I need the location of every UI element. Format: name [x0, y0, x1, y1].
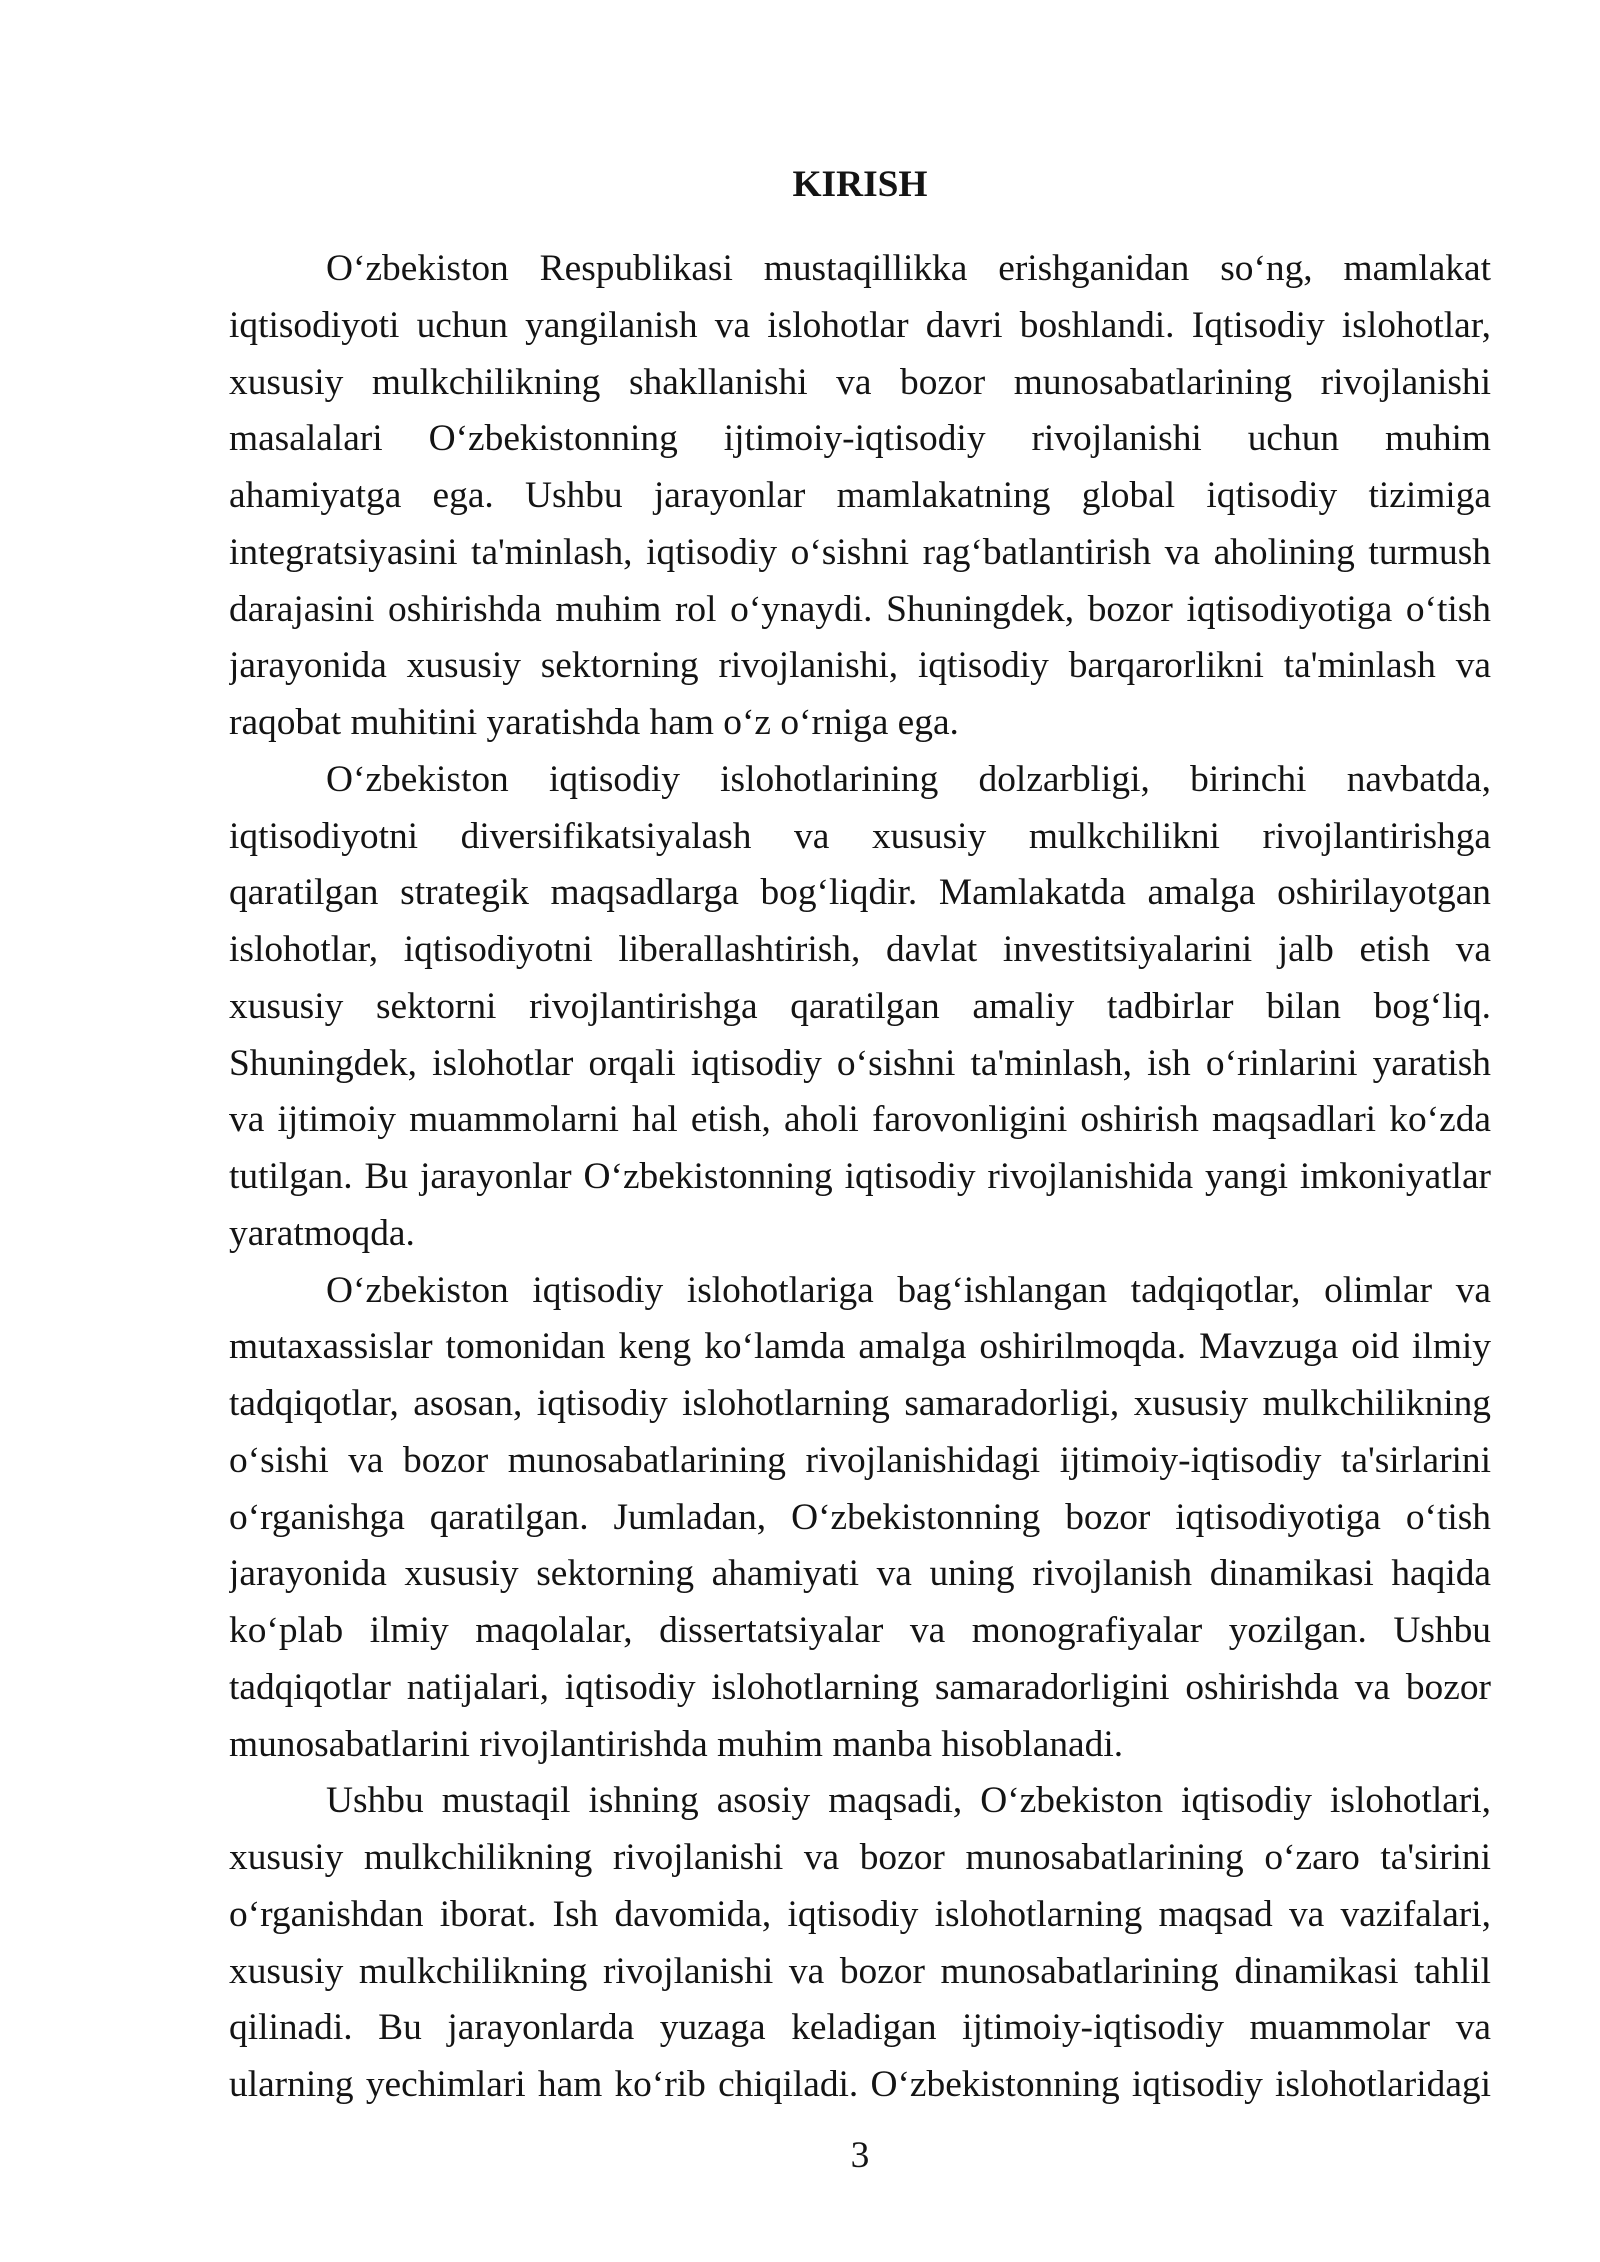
text-line: xususiy mulkchilikning shakllanishi va bozor munosabatlarining rivojlanishi — [229, 361, 1491, 403]
paragraph-2 — [229, 752, 1491, 1263]
text-line: ahamiyatga ega. Ushbu jarayonlar mamlakatning global iqtisodiy tizimiga — [229, 475, 1491, 516]
text-line: va ijtimoiy muammolarni hal etish, aholi farovonligini oshirish maqsadlari ko‘zda — [229, 1099, 1491, 1141]
text-line: xususiy sektorni rivojlantirishga qaratilgan amaliy tadbirlar bilan bog‘liq. — [229, 985, 1491, 1027]
text-line: jarayonida xususiy sektorning rivojlanishi, iqtisodiy barqarorlikni ta'minlash va — [229, 645, 1491, 687]
text-line: O‘zbekiston Respublikasi mustaqillikka erishganidan so‘ng, mamlakat — [326, 248, 1491, 289]
text-line: masalalari O‘zbekistonning ijtimoiy-iqtisodiy rivojlanishi uchun muhim — [229, 418, 1491, 460]
page-title: KIRISH — [792, 164, 928, 205]
text-line: xususiy mulkchilikning rivojlanishi va bozor munosabatlarining dinamikasi tahlil — [229, 1950, 1491, 1992]
text-line: tadqiqotlar natijalari, iqtisodiy islohotlarning samaradorligini oshirishda va bozor — [229, 1666, 1491, 1708]
text-line: iqtisodiyoti uchun yangilanish va islohotlar davri boshlandi. Iqtisodiy islohotlar, — [229, 304, 1491, 346]
text-line: iqtisodiyotni diversifikatsiyalash va xususiy mulkchilikni rivojlantirishga — [229, 815, 1491, 857]
text-line: jarayonida xususiy sektorning ahamiyati va uning rivojlanish dinamikasi haqida — [229, 1553, 1491, 1595]
text-line: mutaxassislar tomonidan keng ko‘lamda amalga oshirilmoqda. Mavzuga oid ilmiy — [229, 1326, 1491, 1368]
text-line: raqobat muhitini yaratishda ham o‘z o‘rniga ega. — [229, 702, 959, 743]
text-line: Ushbu mustaqil ishning asosiy maqsadi, O‘zbekiston iqtisodiy islohotlari, — [326, 1780, 1491, 1822]
text-line: qaratilgan strategik maqsadlarga bog‘liqdir. Mamlakatda amalga oshirilayotgan — [229, 872, 1491, 914]
text-line: qilinadi. Bu jarayonlarda yuzaga keladigan ijtimoiy-iqtisodiy muammolar va — [229, 2007, 1491, 2049]
text-line: ularning yechimlari ham ko‘rib chiqiladi. O‘zbekistonning iqtisodiy islohotlaridagi — [229, 2064, 1491, 2105]
paragraph-4 — [229, 1773, 1491, 2114]
page-number: 3 — [850, 2135, 870, 2176]
text-line: darajasini oshirishda muhim rol o‘ynaydi. Shuningdek, bozor iqtisodiyotiga o‘tish — [229, 588, 1491, 630]
text-line: O‘zbekiston iqtisodiy islohotlarining dolzarbligi, birinchi navbatda, — [326, 758, 1491, 800]
paragraph-1 — [229, 241, 1491, 752]
text-line: o‘rganishdan iborat. Ish davomida, iqtisodiy islohotlarning maqsad va vazifalari, — [229, 1893, 1491, 1935]
text-line: o‘sishi va bozor munosabatlarining rivojlanishidagi ijtimoiy-iqtisodiy ta'sirlarini — [229, 1439, 1491, 1481]
text-line: O‘zbekiston iqtisodiy islohotlariga bag‘ishlangan tadqiqotlar, olimlar va — [326, 1269, 1491, 1311]
text-line: ko‘plab ilmiy maqolalar, dissertatsiyalar va monografiyalar yozilgan. Ushbu — [229, 1610, 1491, 1651]
text-line: munosabatlarini rivojlantirishda muhim manba hisoblanadi. — [229, 1723, 1124, 1765]
document-body — [229, 241, 1491, 2114]
text-line: tadqiqotlar, asosan, iqtisodiy islohotlarning samaradorligi, xususiy mulkchilikning — [229, 1383, 1491, 1424]
text-line: Shuningdek, islohotlar orqali iqtisodiy o‘sishni ta'minlash, ish o‘rinlarini yaratish — [229, 1042, 1491, 1084]
text-line: islohotlar, iqtisodiyotni liberallashtirish, davlat investitsiyalarini jalb etish va — [229, 929, 1491, 970]
paragraph-3 — [229, 1263, 1491, 1774]
text-line: xususiy mulkchilikning rivojlanishi va bozor munosabatlarining o‘zaro ta'sirini — [229, 1837, 1491, 1878]
text-line: tutilgan. Bu jarayonlar O‘zbekistonning iqtisodiy rivojlanishida yangi imkoniyatlar — [229, 1156, 1491, 1197]
text-line: integratsiyasini ta'minlash, iqtisodiy o‘sishni rag‘batlantirish va aholining turmush — [229, 531, 1491, 573]
text-line: yaratmoqda. — [229, 1212, 415, 1254]
text-line: o‘rganishga qaratilgan. Jumladan, O‘zbekistonning bozor iqtisodiyotiga o‘tish — [229, 1496, 1491, 1538]
